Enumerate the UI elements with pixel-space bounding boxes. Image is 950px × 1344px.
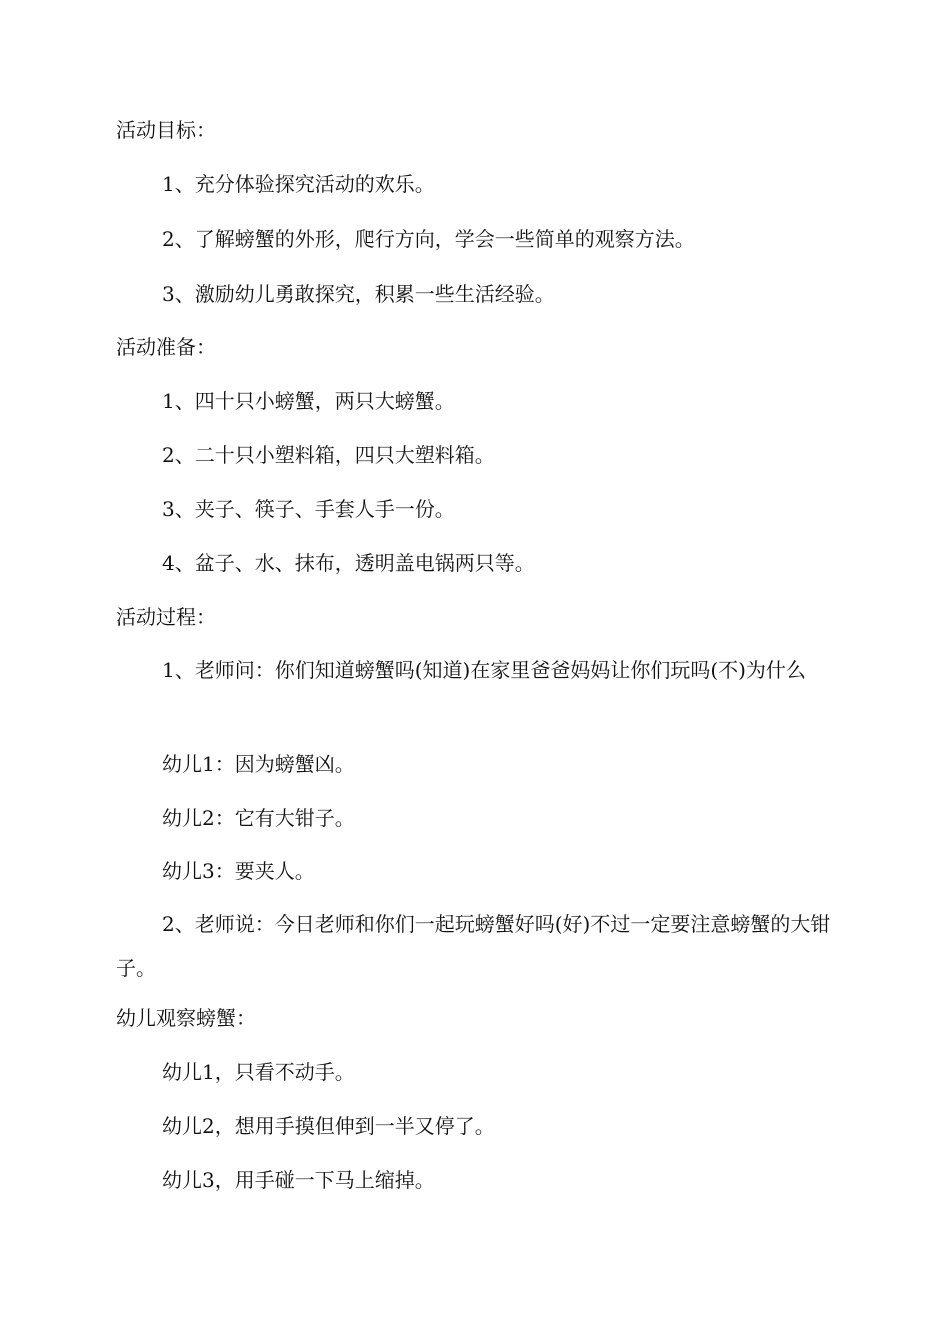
prep-item: 2、二十只小塑料箱，四只大塑料箱。 [162, 443, 495, 467]
child-answer: 幼儿2：它有大钳子。 [162, 806, 355, 830]
teacher-statement-paragraph: 2、老师说：今日老师和你们一起玩螃蟹好吗(好)不过一定要注意螃蟹的大钳子。 [116, 912, 831, 980]
goals-item: 2、了解螃蟹的外形，爬行方向，学会一些简单的观察方法。 [162, 227, 695, 251]
prep-item: 3、夹子、筷子、手套人手一份。 [162, 497, 455, 521]
goals-item: 1、充分体验探究活动的欢乐。 [162, 172, 435, 196]
teacher-question-paragraph: 1、老师问：你们知道螃蟹吗(知道)在家里爸爸妈妈让你们玩吗(不)为什么 [162, 658, 806, 682]
prep-item: 1、四十只小螃蟹，两只大螃蟹。 [162, 389, 455, 413]
observe-item: 幼儿1，只看不动手。 [162, 1060, 355, 1084]
observe-item: 幼儿3，用手碰一下马上缩掉。 [162, 1168, 435, 1192]
prep-heading: 活动准备： [116, 335, 216, 359]
goals-heading: 活动目标： [116, 118, 216, 142]
child-answer: 幼儿3：要夹人。 [162, 859, 315, 883]
goals-item: 3、激励幼儿勇敢探究，积累一些生活经验。 [162, 282, 555, 306]
observe-heading: 幼儿观察螃蟹： [116, 1006, 256, 1030]
child-answer: 幼儿1：因为螃蟹凶。 [162, 752, 355, 776]
observe-item: 幼儿2，想用手摸但伸到一半又停了。 [162, 1114, 495, 1138]
prep-item: 4、盆子、水、抹布，透明盖电锅两只等。 [162, 551, 535, 575]
process-heading: 活动过程： [116, 605, 216, 629]
